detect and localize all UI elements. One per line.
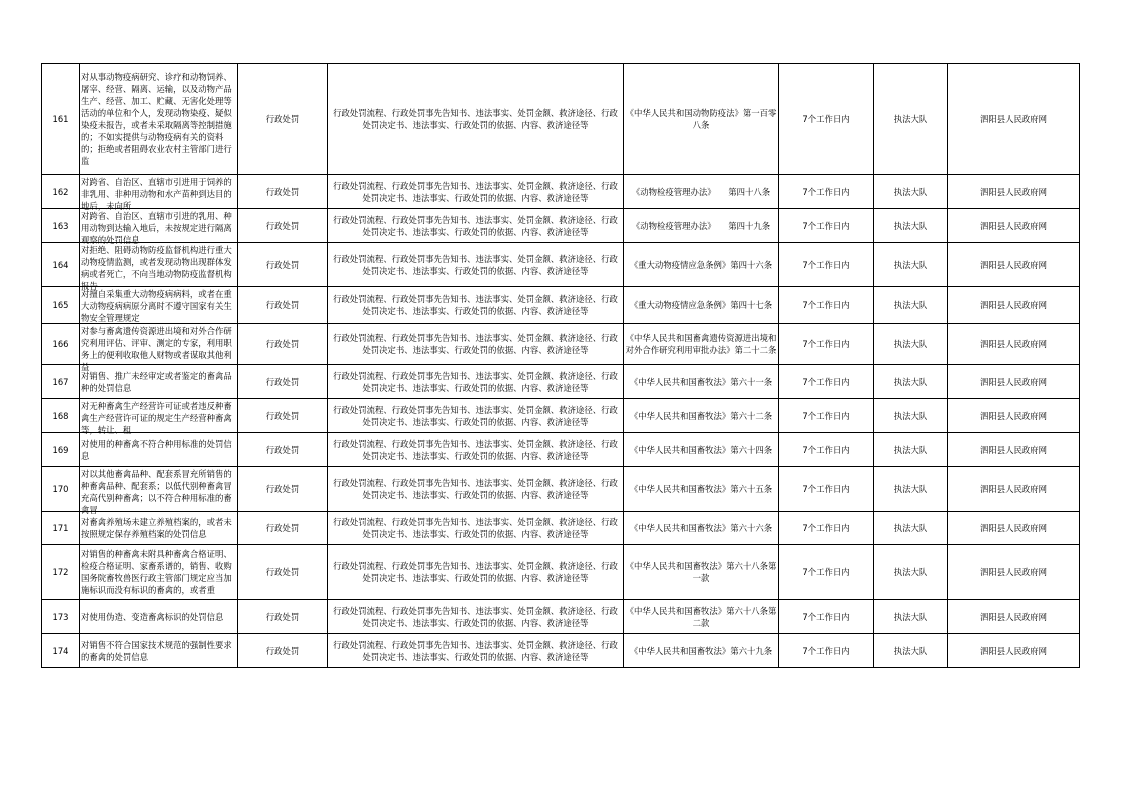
item-name-cell [80,324,238,372]
responsible-unit-cell [874,600,948,634]
disclosure-channel-cell [948,512,1080,545]
disclosure-channel: 泗阳县人民政府网 [980,523,1047,533]
row-number-cell [42,243,80,287]
disclosure-content-cell [328,399,624,433]
disclosure-content-cell [328,634,624,668]
disclosure-table [41,63,1080,668]
disclosure-content-cell [328,64,624,175]
disclosure-channel: 泗阳县人民政府网 [980,339,1047,349]
disclosure-time-limit-cell [779,209,874,243]
responsible-unit-cell [874,365,948,399]
item-type-cell [238,64,328,175]
row-number-cell [42,324,80,365]
legal-basis: 《中华人民共和国畜牧法》第六十六条 [629,523,773,533]
legal-basis-cell [624,634,779,668]
table-row [42,399,1080,433]
disclosure-content: 行政处罚流程、行政处罚事先告知书、违法事实、处罚金额、救济途径、行政处罚决定书、违法事实、行政处罚的依据、内容、救济途径等 [333,561,618,583]
disclosure-channel-cell [948,600,1080,634]
table-row [42,287,1080,324]
disclosure-time-limit: 7个工作日内 [802,645,850,656]
item-name: 对参与畜禽遗传资源进出境和对外合作研究利用评估、评审、测定的专家，利用职务上的便利收取他人财物或者谋取其他利益 [81,325,232,372]
responsible-unit: 执法大队 [893,114,928,124]
responsible-unit-cell [874,175,948,209]
item-name-cell [80,600,238,634]
responsible-unit: 执法大队 [893,611,928,622]
responsible-unit: 执法大队 [893,376,928,387]
disclosure-content-cell [328,512,624,545]
disclosure-content: 行政处罚流程、行政处罚事先告知书、违法事实、处罚金额、救济途径、行政处罚决定书、违法事实、行政处罚的依据、内容、救济途径等 [333,214,618,237]
row-number-cell [42,287,80,324]
disclosure-time-limit: 7个工作日内 [802,186,850,197]
disclosure-time-limit-cell [779,175,874,209]
disclosure-channel: 泗阳县人民政府网 [980,444,1047,455]
row-number-cell [42,209,80,243]
disclosure-channel-cell [948,324,1080,365]
item-name-cell [80,64,238,175]
responsible-unit-cell [874,399,948,433]
disclosure-time-limit-cell [779,512,874,545]
disclosure-channel-cell [948,64,1080,175]
row-number: 170 [52,484,69,494]
disclosure-content-cell [328,467,624,512]
item-name-cell [80,545,238,600]
item-name: 对从事动物疫病研究、诊疗和动物饲养、屠宰、经营、隔离、运输，以及动物产品生产、经营、加工、贮藏、无害化处理等活动的单位和个人，发现动物染疫、疑似染疫未报告，或者未采取隔离等控制措施的；不如实提供与动物疫病有关的资料的；拒绝或者阻碍农业农村主管部门进行监 [81,72,232,166]
disclosure-channel: 泗阳县人民政府网 [980,567,1047,577]
row-number: 171 [52,523,69,533]
item-type: 行政处罚 [265,220,300,231]
item-type-cell [238,324,328,365]
item-name: 对销售的种畜禽未附具种畜禽合格证明、检疫合格证明、家畜系谱的，销售、收购国务院畜牧兽医行政主管部门规定应当加施标识而没有标识的畜禽的，或者重 [81,549,232,595]
disclosure-time-limit: 7个工作日内 [802,567,850,577]
legal-basis-cell [624,512,779,545]
legal-basis: 《重大动物疫情应急条例》第四十六条 [629,259,773,270]
row-number: 166 [52,339,69,349]
item-type-cell [238,209,328,243]
item-name-cell [80,467,238,515]
disclosure-content: 行政处罚流程、行政处罚事先告知书、违法事实、处罚金额、救济途径、行政处罚决定书、违法事实、行政处罚的依据、内容、救济途径等 [333,180,618,203]
legal-basis: 《中华人民共和国畜牧法》第六十一条 [629,376,773,387]
item-type-cell [238,512,328,545]
table-row [42,545,1080,600]
disclosure-time-limit: 7个工作日内 [802,339,850,349]
item-type-cell [238,287,328,324]
table-body [42,64,1080,668]
responsible-unit: 执法大队 [893,259,928,270]
disclosure-time-limit: 7个工作日内 [802,444,850,455]
item-type: 行政处罚 [265,523,300,533]
row-number: 164 [52,259,69,270]
disclosure-content: 行政处罚流程、行政处罚事先告知书、违法事实、处罚金额、救济途径、行政处罚决定书、违法事实、行政处罚的依据、内容、救济途径等 [333,639,618,662]
disclosure-channel: 泗阳县人民政府网 [980,484,1047,494]
responsible-unit-cell [874,467,948,512]
legal-basis: 《中华人民共和国畜牧法》第六十八条第二款 [625,605,777,628]
row-number-cell [42,175,80,209]
disclosure-channel: 泗阳县人民政府网 [980,645,1047,656]
item-name: 对擅自采集重大动物疫病病料，或者在重大动物疫病病原分离时不遵守国家有关生物安全管理规定 [81,288,232,323]
row-number: 162 [52,186,69,197]
item-type-cell [238,433,328,467]
item-name: 对销售、推广未经审定或者鉴定的畜禽品种的处罚信息 [81,370,232,393]
row-number-cell [42,545,80,600]
table-row [42,634,1080,668]
disclosure-time-limit: 7个工作日内 [802,259,850,270]
disclosure-time-limit-cell [779,287,874,324]
disclosure-channel: 泗阳县人民政府网 [980,611,1047,622]
legal-basis-cell [624,365,779,399]
item-name-cell [80,243,238,291]
item-type: 行政处罚 [265,645,300,656]
item-name: 对销售不符合国家技术规范的强制性要求的畜禽的处罚信息 [81,639,232,662]
disclosure-time-limit-cell [779,467,874,512]
item-name-cell [80,287,238,324]
disclosure-content-cell [328,175,624,209]
table-row [42,209,1080,243]
row-number: 174 [52,645,69,656]
disclosure-channel-cell [948,433,1080,467]
item-name-cell [80,209,238,243]
legal-basis-cell [624,467,779,512]
legal-basis: 《动物检疫管理办法》 第四十八条 [631,186,771,197]
disclosure-content: 行政处罚流程、行政处罚事先告知书、违法事实、处罚金额、救济途径、行政处罚决定书、违法事实、行政处罚的依据、内容、救济途径等 [333,438,618,461]
disclosure-content: 行政处罚流程、行政处罚事先告知书、违法事实、处罚金额、救济途径、行政处罚决定书、违法事实、行政处罚的依据、内容、救济途径等 [333,294,618,316]
disclosure-channel: 泗阳县人民政府网 [980,376,1047,387]
disclosure-time-limit: 7个工作日内 [802,114,850,124]
row-number-cell [42,365,80,399]
disclosure-channel-cell [948,287,1080,324]
row-number-cell [42,433,80,467]
disclosure-content-cell [328,324,624,365]
item-type: 行政处罚 [265,410,300,421]
item-name: 对使用伪造、变造畜禽标识的处罚信息 [81,611,224,622]
disclosure-content: 行政处罚流程、行政处罚事先告知书、违法事实、处罚金额、救济途径、行政处罚决定书、违法事实、行政处罚的依据、内容、救济途径等 [333,478,618,500]
disclosure-channel: 泗阳县人民政府网 [980,300,1047,310]
responsible-unit-cell [874,209,948,243]
disclosure-time-limit-cell [779,545,874,600]
responsible-unit: 执法大队 [893,410,928,421]
row-number: 168 [52,410,69,421]
disclosure-channel: 泗阳县人民政府网 [980,114,1047,124]
item-name: 对跨省、自治区、直辖市引进的乳用、种用动物到达输入地后，未按规定进行隔离观察的处罚信息 [81,210,232,245]
item-type-cell [238,600,328,634]
item-type: 行政处罚 [265,339,300,349]
legal-basis: 《中华人民共和国畜牧法》第六十八条第一款 [625,561,777,583]
table-row [42,512,1080,545]
legal-basis: 《中华人民共和国畜牧法》第六十二条 [629,410,773,421]
responsible-unit: 执法大队 [893,300,928,310]
disclosure-time-limit: 7个工作日内 [802,300,850,310]
row-number: 161 [52,114,69,124]
disclosure-content: 行政处罚流程、行政处罚事先告知书、违法事实、处罚金额、救济途径、行政处罚决定书、违法事实、行政处罚的依据、内容、救济途径等 [333,108,618,130]
item-name-cell [80,399,238,433]
responsible-unit-cell [874,324,948,365]
disclosure-time-limit-cell [779,399,874,433]
disclosure-content: 行政处罚流程、行政处罚事先告知书、违法事实、处罚金额、救济途径、行政处罚决定书、违法事实、行政处罚的依据、内容、救济途径等 [333,404,618,427]
row-number: 173 [52,611,69,622]
table-row [42,365,1080,399]
item-type: 行政处罚 [265,611,300,622]
row-number: 172 [52,567,69,577]
disclosure-time-limit-cell [779,433,874,467]
table-row [42,600,1080,634]
item-type: 行政处罚 [265,484,300,494]
legal-basis-cell [624,324,779,365]
item-name: 对畜禽养殖场未建立养殖档案的，或者未按照规定保存养殖档案的处罚信息 [81,517,232,539]
item-type-cell [238,634,328,668]
row-number-cell [42,64,80,175]
row-number-cell [42,467,80,512]
disclosure-channel-cell [948,467,1080,512]
disclosure-content-cell [328,600,624,634]
responsible-unit-cell [874,512,948,545]
item-name-cell [80,175,238,209]
item-name-cell [80,433,238,467]
responsible-unit-cell [874,287,948,324]
item-type-cell [238,365,328,399]
responsible-unit-cell [874,433,948,467]
item-name: 对跨省、自治区、直辖市引进用于饲养的非乳用、非种用动物和水产苗种到达目的地后，未向所 [81,176,232,211]
disclosure-time-limit-cell [779,365,874,399]
disclosure-channel-cell [948,399,1080,433]
responsible-unit-cell [874,634,948,668]
disclosure-time-limit: 7个工作日内 [802,376,850,387]
legal-basis: 《中华人民共和国畜牧法》第六十四条 [629,444,773,455]
legal-basis: 《重大动物疫情应急条例》第四十七条 [629,300,773,310]
legal-basis: 《中华人民共和国畜牧法》第六十九条 [629,645,773,656]
row-number-cell [42,399,80,433]
responsible-unit: 执法大队 [893,523,928,533]
item-type: 行政处罚 [265,259,300,270]
disclosure-channel-cell [948,634,1080,668]
table-row [42,243,1080,287]
item-type: 行政处罚 [265,376,300,387]
item-name-cell [80,365,238,399]
item-type-cell [238,399,328,433]
disclosure-time-limit-cell [779,634,874,668]
legal-basis-cell [624,175,779,209]
disclosure-time-limit: 7个工作日内 [802,523,850,533]
legal-basis: 《中华人民共和国畜禽遗传资源进出境和对外合作研究利用审批办法》第二十二条 [625,333,777,355]
disclosure-content-cell [328,243,624,287]
item-type: 行政处罚 [265,300,300,310]
row-number-cell [42,512,80,545]
responsible-unit: 执法大队 [893,484,928,494]
item-type: 行政处罚 [265,567,300,577]
row-number: 165 [52,300,69,310]
item-type: 行政处罚 [265,186,300,197]
legal-basis-cell [624,209,779,243]
disclosure-channel: 泗阳县人民政府网 [980,259,1047,270]
disclosure-channel-cell [948,209,1080,243]
table-row [42,324,1080,365]
row-number: 167 [52,376,69,387]
disclosure-time-limit-cell [779,324,874,365]
item-type: 行政处罚 [265,114,300,124]
disclosure-time-limit-cell [779,600,874,634]
item-name: 对使用的种畜禽不符合种用标准的处罚信息 [81,438,232,461]
legal-basis: 《中华人民共和国畜牧法》第六十五条 [629,484,773,494]
table-row [42,433,1080,467]
disclosure-content: 行政处罚流程、行政处罚事先告知书、违法事实、处罚金额、救济途径、行政处罚决定书、违法事实、行政处罚的依据、内容、救济途径等 [333,370,618,393]
disclosure-content: 行政处罚流程、行政处罚事先告知书、违法事实、处罚金额、救济途径、行政处罚决定书、违法事实、行政处罚的依据、内容、救济途径等 [333,605,618,628]
item-type-cell [238,175,328,209]
disclosure-channel-cell [948,243,1080,287]
item-type-cell [238,545,328,600]
disclosure-channel: 泗阳县人民政府网 [980,220,1047,231]
row-number: 163 [52,220,69,231]
item-name-cell [80,512,238,545]
disclosure-time-limit-cell [779,243,874,287]
row-number-cell [42,634,80,668]
table-row [42,175,1080,209]
legal-basis-cell [624,399,779,433]
responsible-unit: 执法大队 [893,186,928,197]
legal-basis-cell [624,545,779,600]
responsible-unit: 执法大队 [893,444,928,455]
row-number-cell [42,600,80,634]
legal-basis: 《中华人民共和国动物防疫法》第一百零八条 [625,108,777,130]
item-type-cell [238,243,328,287]
disclosure-time-limit-cell [779,64,874,175]
item-type: 行政处罚 [265,444,300,455]
legal-basis: 《动物检疫管理办法》 第四十九条 [631,220,771,231]
disclosure-content-cell [328,545,624,600]
legal-basis-cell [624,433,779,467]
disclosure-channel-cell [948,365,1080,399]
disclosure-channel: 泗阳县人民政府网 [980,186,1047,197]
legal-basis-cell [624,64,779,175]
responsible-unit-cell [874,545,948,600]
item-name: 对无种畜禽生产经营许可证或者违反种畜禽生产经营许可证的规定生产经营种畜禽等，转让、租 [81,400,232,435]
disclosure-content-cell [328,287,624,324]
row-number: 169 [52,444,69,455]
disclosure-channel-cell [948,545,1080,600]
legal-basis-cell [624,287,779,324]
legal-basis-cell [624,243,779,287]
item-name-cell [80,634,238,668]
item-name: 对拒绝、阻碍动物防疫监督机构进行重大动物疫情监测，或者发现动物出现群体发病或者死亡，不向当地动物防疫监督机构报告 [81,244,232,291]
disclosure-channel: 泗阳县人民政府网 [980,410,1047,421]
disclosure-content-cell [328,209,624,243]
item-type-cell [238,467,328,512]
disclosure-time-limit: 7个工作日内 [802,484,850,494]
responsible-unit: 执法大队 [893,645,928,656]
disclosure-content: 行政处罚流程、行政处罚事先告知书、违法事实、处罚金额、救济途径、行政处罚决定书、违法事实、行政处罚的依据、内容、救济途径等 [333,333,618,355]
disclosure-content: 行政处罚流程、行政处罚事先告知书、违法事实、处罚金额、救济途径、行政处罚决定书、违法事实、行政处罚的依据、内容、救济途径等 [333,517,618,539]
table-row [42,64,1080,175]
responsible-unit-cell [874,243,948,287]
disclosure-time-limit: 7个工作日内 [802,220,850,231]
disclosure-content: 行政处罚流程、行政处罚事先告知书、违法事实、处罚金额、救济途径、行政处罚决定书、违法事实、行政处罚的依据、内容、救济途径等 [333,253,618,276]
disclosure-content-cell [328,433,624,467]
responsible-unit: 执法大队 [893,339,928,349]
disclosure-time-limit: 7个工作日内 [802,410,850,421]
responsible-unit: 执法大队 [893,220,928,231]
disclosure-time-limit: 7个工作日内 [802,611,850,622]
responsible-unit: 执法大队 [893,567,928,577]
disclosure-content-cell [328,365,624,399]
disclosure-table-sheet [41,63,1080,668]
table-row [42,467,1080,512]
disclosure-channel-cell [948,175,1080,209]
responsible-unit-cell [874,64,948,175]
legal-basis-cell [624,600,779,634]
item-name: 对以其他畜禽品种、配套系冒充所销售的种畜禽品种、配套系；以低代别种畜禽冒充高代别种畜禽；以不符合种用标准的畜禽冒 [81,468,232,515]
